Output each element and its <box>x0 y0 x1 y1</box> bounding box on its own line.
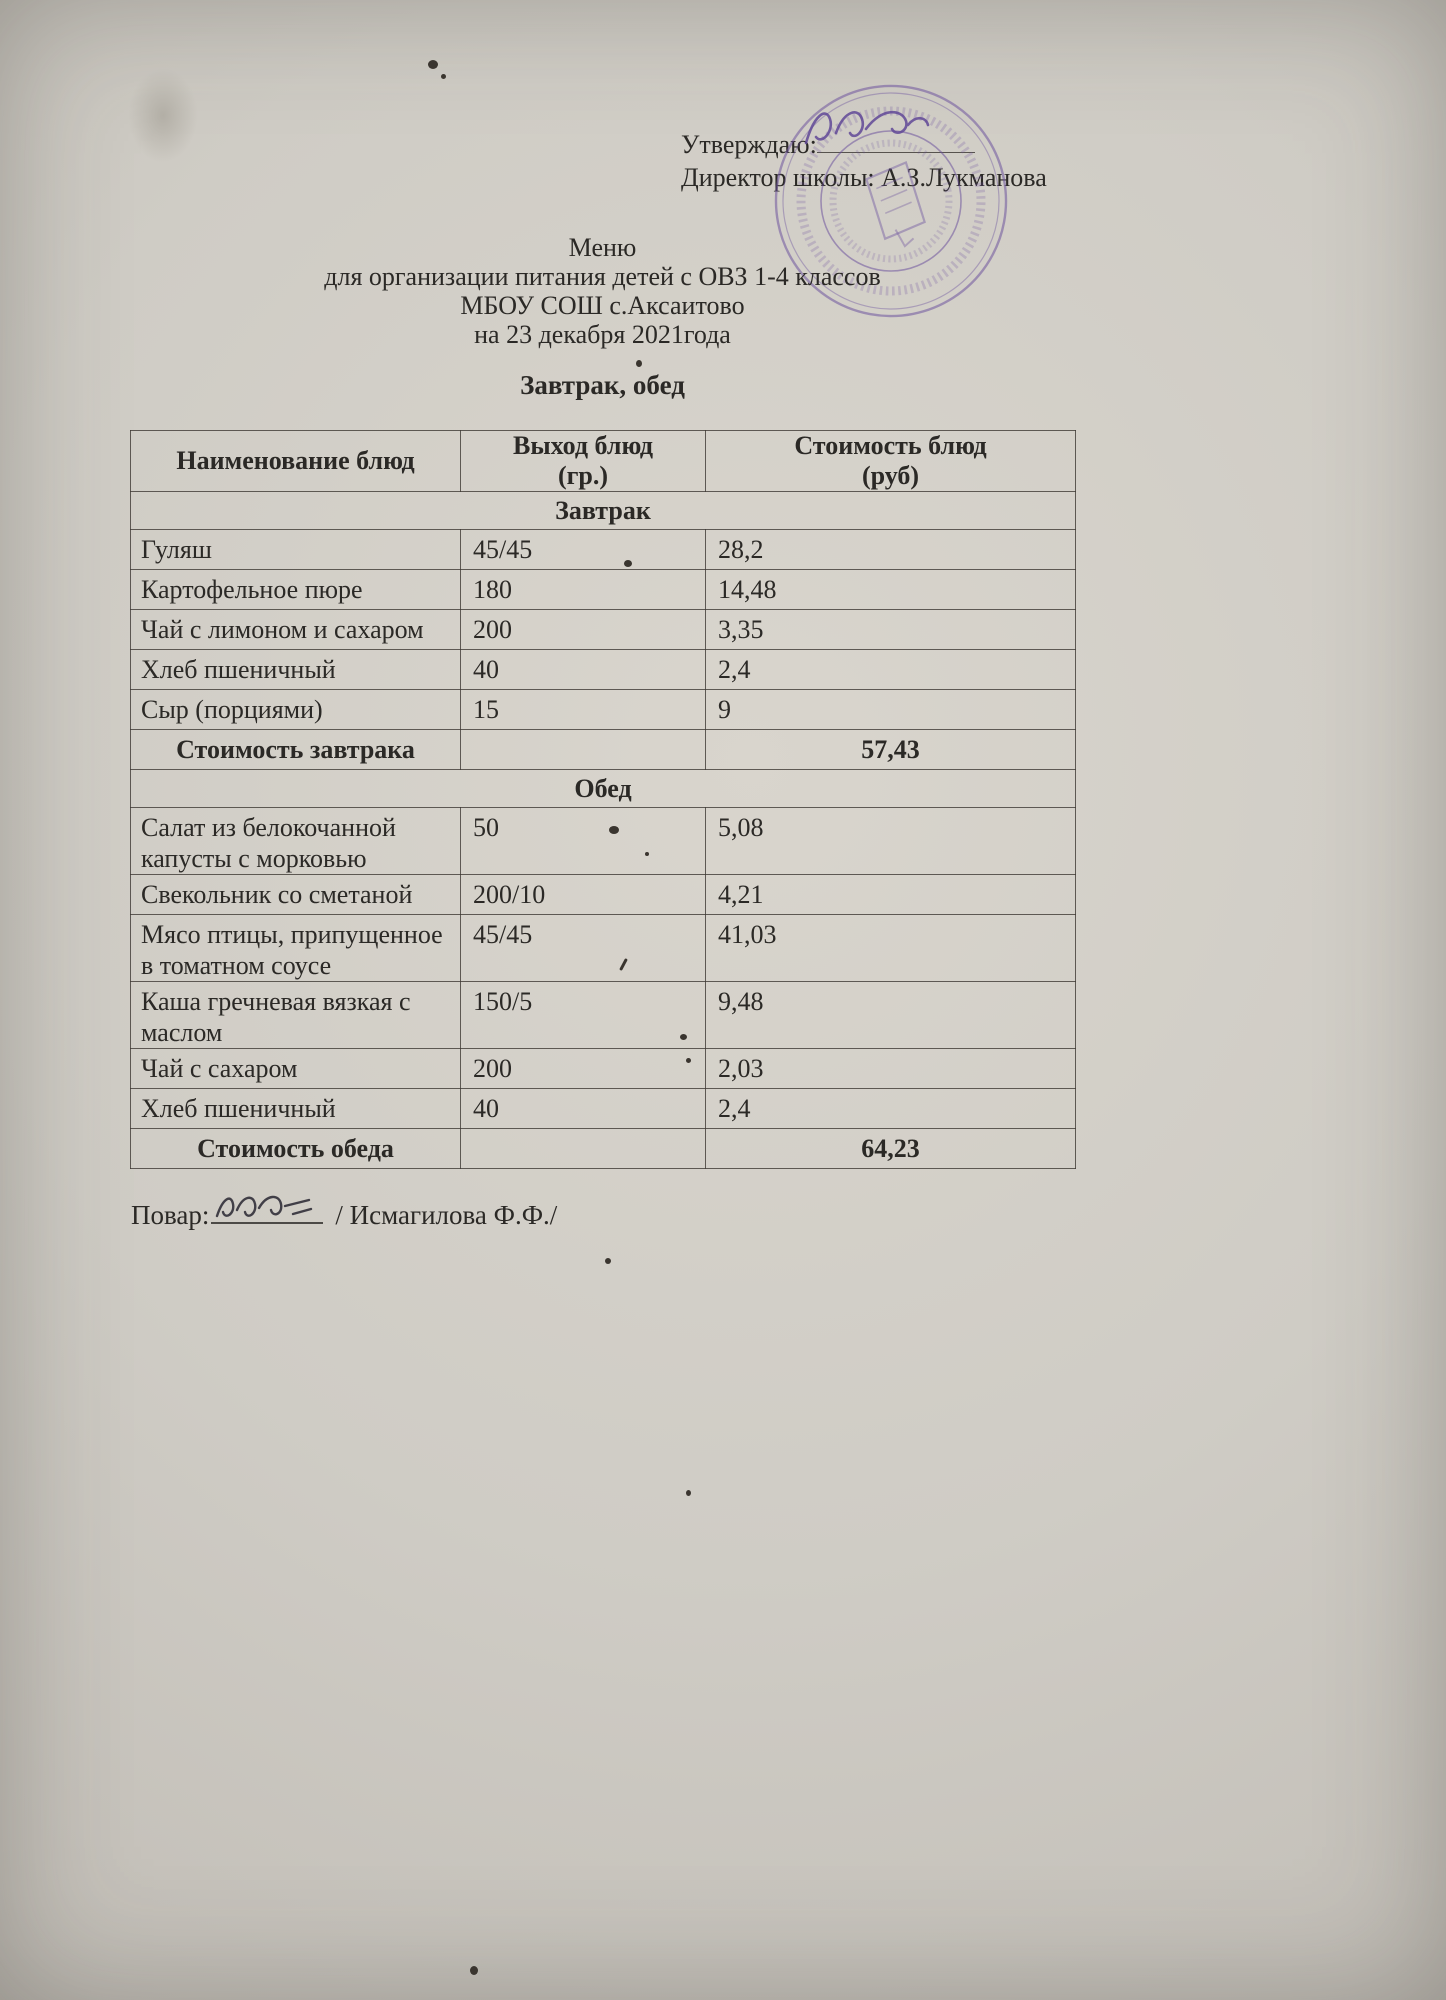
lunch-total-row <box>131 1129 1076 1169</box>
table-row <box>131 650 1076 690</box>
dish-price: 2,4 <box>706 650 1076 690</box>
col-header-weight <box>461 431 706 492</box>
lunch-total-label: Стоимость обеда <box>131 1129 461 1169</box>
dish-weight: 200 <box>461 1049 706 1089</box>
empty-cell <box>461 1129 706 1169</box>
dish-price: 5,08 <box>706 808 1076 875</box>
table-row <box>131 982 1076 1049</box>
col-header-weight-line1: Выход блюд <box>512 431 654 460</box>
dish-name: Каша гречневая вязкая с маслом <box>131 982 461 1049</box>
lunch-total-value: 64,23 <box>706 1129 1076 1169</box>
cook-name: / Исмагилова Ф.Ф./ <box>335 1200 558 1230</box>
col-header-weight-line2: (гр.) <box>557 461 609 490</box>
ink-speck <box>645 852 649 856</box>
dish-price: 2,03 <box>706 1049 1076 1089</box>
meal-header: Завтрак, обед <box>520 370 685 400</box>
table-row <box>131 610 1076 650</box>
dish-price: 28,2 <box>706 530 1076 570</box>
table-row <box>131 570 1076 610</box>
section-title-breakfast: Завтрак <box>131 492 1076 530</box>
title-block <box>130 233 1075 349</box>
director-line: Директор школы: А.З.Лукманова <box>681 163 1047 192</box>
dish-name: Гуляш <box>131 530 461 570</box>
section-row-breakfast <box>131 492 1076 530</box>
dish-price: 14,48 <box>706 570 1076 610</box>
dish-name: Свекольник со сметаной <box>131 875 461 915</box>
dish-weight: 180 <box>461 570 706 610</box>
dish-price: 3,35 <box>706 610 1076 650</box>
dish-weight: 200 <box>461 610 706 650</box>
ink-speck <box>686 1490 691 1496</box>
cook-signature <box>211 1196 323 1224</box>
empty-cell <box>461 730 706 770</box>
table-row <box>131 915 1076 982</box>
dish-weight: 40 <box>461 1089 706 1129</box>
title-line3: МБОУ СОШ с.Аксаитово <box>460 291 745 320</box>
dish-price: 41,03 <box>706 915 1076 982</box>
dish-weight: 40 <box>461 650 706 690</box>
ink-speck <box>441 74 446 79</box>
dish-name: Мясо птицы, припущенное в томатном соусе <box>131 915 461 982</box>
ink-speck <box>680 1034 687 1040</box>
dish-weight: 150/5 <box>461 982 706 1049</box>
table-row <box>131 1049 1076 1089</box>
title-line2: для организации питания детей с ОВЗ 1-4 классов <box>324 262 881 291</box>
cook-label: Повар: <box>131 1200 210 1230</box>
col-header-price-line2: (руб) <box>861 461 920 490</box>
dish-name: Картофельное пюре <box>131 570 461 610</box>
director-signature <box>800 103 932 155</box>
dish-price: 9 <box>706 690 1076 730</box>
dish-weight: 45/45 <box>461 530 706 570</box>
menu-table <box>130 430 1076 1169</box>
title-menu: Меню <box>568 233 637 262</box>
table-row <box>131 530 1076 570</box>
paper-smudge <box>128 68 198 163</box>
col-header-price <box>706 431 1076 492</box>
ink-speck <box>470 1966 478 1975</box>
dish-name: Хлеб пшеничный <box>131 1089 461 1129</box>
ink-speck <box>624 560 632 567</box>
ink-speck <box>609 826 619 834</box>
table-row <box>131 875 1076 915</box>
table-row <box>131 690 1076 730</box>
dish-weight: 50 <box>461 808 706 875</box>
table-row <box>131 1089 1076 1129</box>
table-header-row <box>131 431 1076 492</box>
title-line4: на 23 декабря 2021года <box>474 320 731 349</box>
dish-price: 9,48 <box>706 982 1076 1049</box>
dish-price: 4,21 <box>706 875 1076 915</box>
approval-label: Утверждаю: <box>681 130 817 159</box>
section-title-lunch: Обед <box>131 770 1076 808</box>
breakfast-total-value: 57,43 <box>706 730 1076 770</box>
ink-speck <box>605 1258 611 1264</box>
ink-speck <box>428 60 438 69</box>
dish-weight: 45/45 <box>461 915 706 982</box>
dish-name: Чай с лимоном и сахаром <box>131 610 461 650</box>
breakfast-total-row <box>131 730 1076 770</box>
cook-line <box>131 1196 557 1231</box>
ink-speck <box>686 1058 691 1063</box>
dish-price: 2,4 <box>706 1089 1076 1129</box>
breakfast-total-label: Стоимость завтрака <box>131 730 461 770</box>
ink-speck <box>636 360 642 367</box>
table-row <box>131 808 1076 875</box>
dish-name: Сыр (порциями) <box>131 690 461 730</box>
dish-name: Чай с сахаром <box>131 1049 461 1089</box>
dish-weight: 200/10 <box>461 875 706 915</box>
col-header-name: Наименование блюд <box>131 431 461 492</box>
dish-name: Хлеб пшеничный <box>131 650 461 690</box>
col-header-price-line1: Стоимость блюд <box>794 431 987 460</box>
dish-name: Салат из белокочанной капусты с морковью <box>131 808 461 875</box>
section-row-lunch <box>131 770 1076 808</box>
dish-weight: 15 <box>461 690 706 730</box>
